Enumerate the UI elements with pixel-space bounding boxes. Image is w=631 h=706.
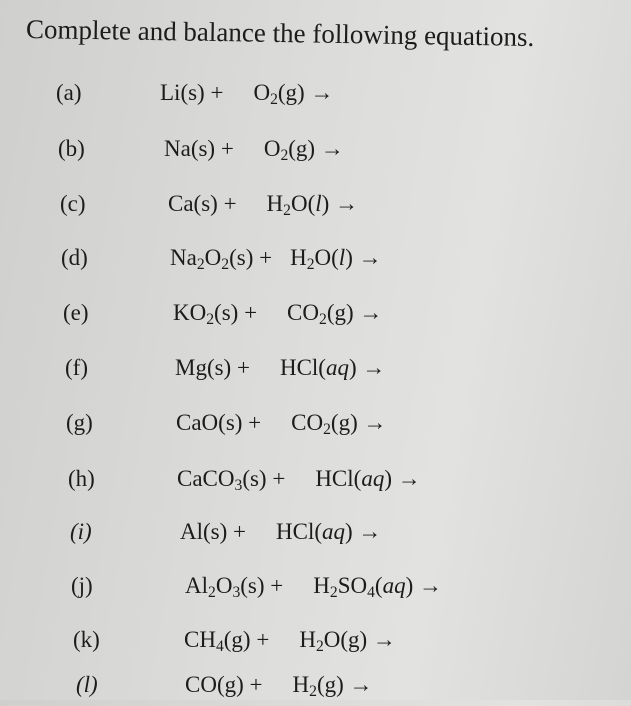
equation-text: CaCO$_3$(s) + HCl(aq) → <box>177 466 421 494</box>
equation-label: (h) <box>68 466 95 491</box>
equation-text: $Na(s) + O_2(g)$ → <box>164 136 344 164</box>
equation-text: $CaO(s) + CO_2(g)$ → <box>176 410 387 438</box>
page-title: Complete and balance the following equations. <box>25 14 535 52</box>
equation-label: (f) <box>65 355 88 380</box>
equation-label: (b) <box>58 136 85 161</box>
equation-text: $Li(s) + O_2(g)$ → <box>160 80 334 108</box>
equation-text: Al(s) + HCl(aq) → <box>180 519 382 544</box>
equation-label: (k) <box>73 627 100 652</box>
equation-label: (l) <box>76 672 98 697</box>
equation-text: $KO_2(s) + CO_2(g)$ → <box>173 300 383 328</box>
equation-text: Mg(s) + HCl(aq) → <box>175 355 386 380</box>
equation-label: (j) <box>71 573 93 598</box>
equation-label: (c) <box>60 191 86 216</box>
equation-text: $Ca(s) + H_2O(l)$ → <box>168 191 359 219</box>
equation-label: (a) <box>56 80 82 105</box>
equation-label: (i) <box>70 519 92 544</box>
equation-text: $CH_4(g) + H_2O(g)$ → <box>184 627 396 655</box>
equation-label: (g) <box>66 410 93 435</box>
equation-text: $Na_2O_2(s) + H_2O(l)$ → <box>170 245 382 273</box>
equation-text: $CO(g) + H_2(g)$ → <box>185 672 373 700</box>
equation-text: $Al_2O_3(s) + H_2SO_4(aq)$ → <box>185 573 442 601</box>
equation-label: (d) <box>61 245 88 270</box>
equation-label: (e) <box>63 300 89 325</box>
